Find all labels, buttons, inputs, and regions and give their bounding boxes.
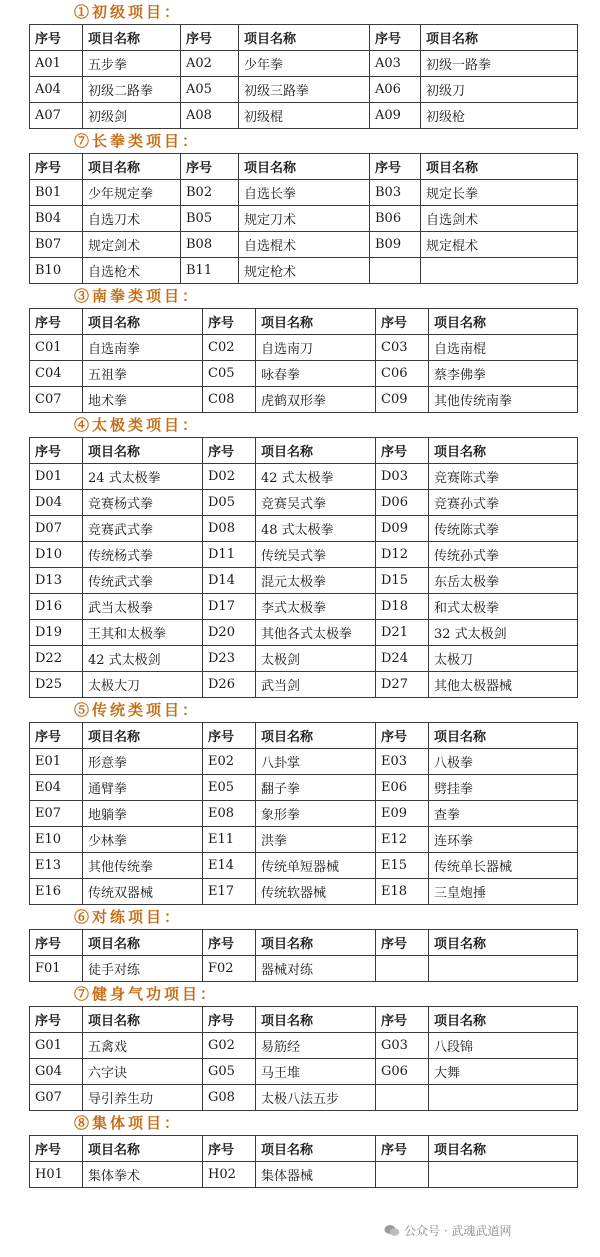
event-code: E15 [376,853,429,879]
event-name: 初级剑 [83,103,181,129]
event-code [376,1162,429,1188]
header-name: 项目名称 [239,25,370,51]
event-name: 三皇炮捶 [429,879,578,905]
event-table [29,153,578,284]
event-name: 武当太极拳 [83,594,203,620]
event-name: 少林拳 [83,827,203,853]
event-code: C09 [376,387,429,413]
event-code: E01 [30,749,83,775]
event-code: G02 [203,1033,256,1059]
event-code: E07 [30,801,83,827]
table-row [30,672,578,698]
event-code: B09 [370,232,421,258]
event-code: H02 [203,1162,256,1188]
event-name: 其他太极器械 [429,672,578,698]
event-code: D12 [376,542,429,568]
header-code: 序号 [181,25,239,51]
event-name: 李式太极拳 [256,594,376,620]
event-name: 规定棍术 [421,232,578,258]
event-code: E10 [30,827,83,853]
header-name: 项目名称 [83,438,203,464]
header-code: 序号 [203,930,256,956]
event-code: G05 [203,1059,256,1085]
event-name: 武当剑 [256,672,376,698]
event-name: 虎鹤双形拳 [256,387,376,413]
event-code: D13 [30,568,83,594]
event-name: 竞赛武式拳 [83,516,203,542]
table-header-row [30,1136,578,1162]
event-name [429,1162,578,1188]
event-name: 自选南拳 [83,335,203,361]
event-code: A04 [30,77,83,103]
header-name: 项目名称 [239,154,370,180]
event-code: F02 [203,956,256,982]
header-code: 序号 [376,723,429,749]
event-name: 八卦掌 [256,749,376,775]
header-code: 序号 [30,1136,83,1162]
table-row [30,749,578,775]
event-code: D02 [203,464,256,490]
event-name: 传统双器械 [83,879,203,905]
event-code: E02 [203,749,256,775]
header-name: 项目名称 [429,438,578,464]
event-code: C05 [203,361,256,387]
event-name [429,1085,578,1111]
event-code: G07 [30,1085,83,1111]
event-name: 竞赛孙式拳 [429,490,578,516]
event-name: 规定枪术 [239,258,370,284]
event-table [29,722,578,905]
event-code: D15 [376,568,429,594]
event-code: D24 [376,646,429,672]
event-name: 八段锦 [429,1033,578,1059]
header-name: 项目名称 [256,438,376,464]
table-row [30,801,578,827]
event-name: 其他传统拳 [83,853,203,879]
event-name: 自选棍术 [239,232,370,258]
event-name: 象形拳 [256,801,376,827]
table-header-row [30,930,578,956]
event-code: C01 [30,335,83,361]
event-name: 48 式太极拳 [256,516,376,542]
header-code: 序号 [203,438,256,464]
table-row [30,620,578,646]
event-code: D07 [30,516,83,542]
table-row [30,853,578,879]
event-name: 易筋经 [256,1033,376,1059]
table-row [30,258,578,284]
header-code: 序号 [203,1007,256,1033]
section-title: ⑦健身气功项目： [74,985,219,1003]
header-code: 序号 [30,1007,83,1033]
event-code: G03 [376,1033,429,1059]
table-row [30,180,578,206]
event-name: 徒手对练 [83,956,203,982]
event-code: C06 [376,361,429,387]
event-name: 自选长拳 [239,180,370,206]
event-name: 导引养生功 [83,1085,203,1111]
event-code [376,1085,429,1111]
header-name: 项目名称 [429,723,578,749]
event-code: E05 [203,775,256,801]
header-code: 序号 [30,309,83,335]
section-title: ⑤传统类项目： [74,701,201,719]
section-title: ⑥对练项目： [74,908,183,926]
event-code [370,258,421,284]
event-code: E12 [376,827,429,853]
table-header-row [30,723,578,749]
event-name: 六字诀 [83,1059,203,1085]
event-code: D27 [376,672,429,698]
header-name: 项目名称 [83,25,181,51]
event-name: 器械对练 [256,956,376,982]
table-row [30,568,578,594]
header-name: 项目名称 [256,1007,376,1033]
header-code: 序号 [376,930,429,956]
header-code: 序号 [376,438,429,464]
header-name: 项目名称 [256,723,376,749]
table-row [30,387,578,413]
event-name: 传统陈式拳 [429,516,578,542]
event-name: 查拳 [429,801,578,827]
event-name: 蔡李佛拳 [429,361,578,387]
event-code: G06 [376,1059,429,1085]
event-code: C03 [376,335,429,361]
header-code: 序号 [30,154,83,180]
table-row [30,51,578,77]
event-code: D08 [203,516,256,542]
event-name: 少年规定拳 [83,180,181,206]
event-name: 混元太极拳 [256,568,376,594]
event-name: 洪拳 [256,827,376,853]
event-code: D03 [376,464,429,490]
table-header-row [30,154,578,180]
header-name: 项目名称 [256,1136,376,1162]
header-name: 项目名称 [429,1136,578,1162]
event-name: 竞赛陈式拳 [429,464,578,490]
event-code: C08 [203,387,256,413]
event-code: C07 [30,387,83,413]
event-table [29,929,578,982]
table-row [30,594,578,620]
table-row [30,956,578,982]
event-name: 自选枪术 [83,258,181,284]
event-name: 太极八法五步 [256,1085,376,1111]
event-code: E11 [203,827,256,853]
event-name: 规定剑术 [83,232,181,258]
table-header-row [30,25,578,51]
event-table [29,308,578,413]
event-name: 八极拳 [429,749,578,775]
event-name: 集体拳术 [83,1162,203,1188]
header-code: 序号 [376,1136,429,1162]
event-name [429,956,578,982]
table-row [30,646,578,672]
table-header-row [30,438,578,464]
table-row [30,77,578,103]
event-name: 初级棍 [239,103,370,129]
event-name: 传统软器械 [256,879,376,905]
event-code: C04 [30,361,83,387]
event-name: 初级一路拳 [421,51,578,77]
event-code: D22 [30,646,83,672]
header-name: 项目名称 [83,309,203,335]
header-name: 项目名称 [83,1136,203,1162]
event-name: 传统杨式拳 [83,542,203,568]
event-name: 马王堆 [256,1059,376,1085]
event-name: 传统单长器械 [429,853,578,879]
header-name: 项目名称 [429,930,578,956]
event-name: 太极刀 [429,646,578,672]
table-row [30,232,578,258]
event-name: 初级三路拳 [239,77,370,103]
event-name: 初级刀 [421,77,578,103]
table-row [30,490,578,516]
event-name: 通臂拳 [83,775,203,801]
event-name: 传统单短器械 [256,853,376,879]
section-title: ⑧集体项目： [74,1114,183,1132]
event-code: B04 [30,206,83,232]
event-name: 五禽戏 [83,1033,203,1059]
event-name: 太极大刀 [83,672,203,698]
event-name: 和式太极拳 [429,594,578,620]
event-code: E17 [203,879,256,905]
event-code: E06 [376,775,429,801]
table-row [30,1059,578,1085]
event-code: D01 [30,464,83,490]
event-code: D26 [203,672,256,698]
event-code: F01 [30,956,83,982]
event-name: 42 式太极剑 [83,646,203,672]
event-name: 其他各式太极拳 [256,620,376,646]
table-header-row [30,309,578,335]
event-code: E03 [376,749,429,775]
event-code: D17 [203,594,256,620]
event-name: 太极剑 [256,646,376,672]
event-code: D06 [376,490,429,516]
header-name: 项目名称 [83,1007,203,1033]
event-name: 42 式太极拳 [256,464,376,490]
table-row [30,542,578,568]
event-code: A03 [370,51,421,77]
event-name: 自选南刀 [256,335,376,361]
event-code: D09 [376,516,429,542]
table-row [30,361,578,387]
event-name: 传统武式拳 [83,568,203,594]
event-code: G08 [203,1085,256,1111]
event-name: 竞赛吴式拳 [256,490,376,516]
header-code: 序号 [30,930,83,956]
table-row [30,206,578,232]
event-code: A02 [181,51,239,77]
header-name: 项目名称 [83,930,203,956]
event-code: D21 [376,620,429,646]
event-code: D05 [203,490,256,516]
event-code: B05 [181,206,239,232]
event-code: B03 [370,180,421,206]
event-code: D25 [30,672,83,698]
header-name: 项目名称 [421,25,578,51]
header-code: 序号 [370,25,421,51]
header-code: 序号 [30,723,83,749]
event-name: 传统吴式拳 [256,542,376,568]
section-title: ④太极类项目： [74,416,201,434]
event-name: 初级枪 [421,103,578,129]
event-name: 规定长拳 [421,180,578,206]
event-code: H01 [30,1162,83,1188]
event-table [29,24,578,129]
event-code: A05 [181,77,239,103]
event-name: 初级二路拳 [83,77,181,103]
table-row [30,103,578,129]
header-code: 序号 [181,154,239,180]
event-name: 自选南棍 [429,335,578,361]
event-name: 五步拳 [83,51,181,77]
event-code: B11 [181,258,239,284]
event-name: 少年拳 [239,51,370,77]
event-name: 自选剑术 [421,206,578,232]
event-name: 竞赛杨式拳 [83,490,203,516]
event-code [376,956,429,982]
header-name: 项目名称 [429,1007,578,1033]
event-table [29,437,578,698]
event-code: B07 [30,232,83,258]
event-code: A09 [370,103,421,129]
event-code: E09 [376,801,429,827]
event-code: G04 [30,1059,83,1085]
event-code: D11 [203,542,256,568]
event-name: 连环拳 [429,827,578,853]
table-row [30,335,578,361]
event-table [29,1006,578,1111]
header-name: 项目名称 [83,723,203,749]
event-name: 地躺拳 [83,801,203,827]
header-code: 序号 [203,309,256,335]
event-code: B08 [181,232,239,258]
event-name: 翻子拳 [256,775,376,801]
watermark [384,1222,511,1239]
section-title: ①初级项目： [74,3,183,21]
event-name: 其他传统南拳 [429,387,578,413]
header-code: 序号 [203,1136,256,1162]
event-name: 24 式太极拳 [83,464,203,490]
section-title: ⑦长拳类项目： [74,132,201,150]
header-code: 序号 [370,154,421,180]
header-name: 项目名称 [421,154,578,180]
table-row [30,1162,578,1188]
event-name [421,258,578,284]
table-row [30,516,578,542]
event-code: B06 [370,206,421,232]
event-name: 形意拳 [83,749,203,775]
event-code: D20 [203,620,256,646]
event-code: A01 [30,51,83,77]
event-code: D14 [203,568,256,594]
event-code: E04 [30,775,83,801]
header-name: 项目名称 [256,930,376,956]
section-title: ③南拳类项目： [74,287,201,305]
event-code: E18 [376,879,429,905]
event-name: 集体器械 [256,1162,376,1188]
event-code: E14 [203,853,256,879]
event-name: 自选刀术 [83,206,181,232]
event-name: 规定刀术 [239,206,370,232]
event-code: D23 [203,646,256,672]
event-name: 32 式太极剑 [429,620,578,646]
header-code: 序号 [30,438,83,464]
event-code: D04 [30,490,83,516]
header-name: 项目名称 [83,154,181,180]
event-code: D19 [30,620,83,646]
event-code: E13 [30,853,83,879]
event-name: 五祖拳 [83,361,203,387]
event-code: A06 [370,77,421,103]
table-row [30,1085,578,1111]
event-name: 东岳太极拳 [429,568,578,594]
event-code: D16 [30,594,83,620]
header-code: 序号 [203,723,256,749]
event-code: B01 [30,180,83,206]
table-row [30,827,578,853]
header-name: 项目名称 [429,309,578,335]
event-name: 咏春拳 [256,361,376,387]
event-name: 大舞 [429,1059,578,1085]
watermark-text: 公众号 · 武魂武道网 [404,1224,512,1238]
event-code: A07 [30,103,83,129]
event-name: 地术拳 [83,387,203,413]
event-code: A08 [181,103,239,129]
table-header-row [30,1007,578,1033]
event-code: D18 [376,594,429,620]
table-row [30,775,578,801]
event-code: D10 [30,542,83,568]
header-code: 序号 [30,25,83,51]
table-row [30,879,578,905]
event-code: E16 [30,879,83,905]
table-row [30,1033,578,1059]
header-name: 项目名称 [256,309,376,335]
event-name: 传统孙式拳 [429,542,578,568]
event-code: G01 [30,1033,83,1059]
event-code: B02 [181,180,239,206]
event-code: B10 [30,258,83,284]
table-row [30,464,578,490]
event-table [29,1135,578,1188]
event-name: 王其和太极拳 [83,620,203,646]
event-code: E08 [203,801,256,827]
event-code: C02 [203,335,256,361]
header-code: 序号 [376,1007,429,1033]
header-code: 序号 [376,309,429,335]
event-name: 劈挂拳 [429,775,578,801]
wechat-icon [384,1224,400,1237]
